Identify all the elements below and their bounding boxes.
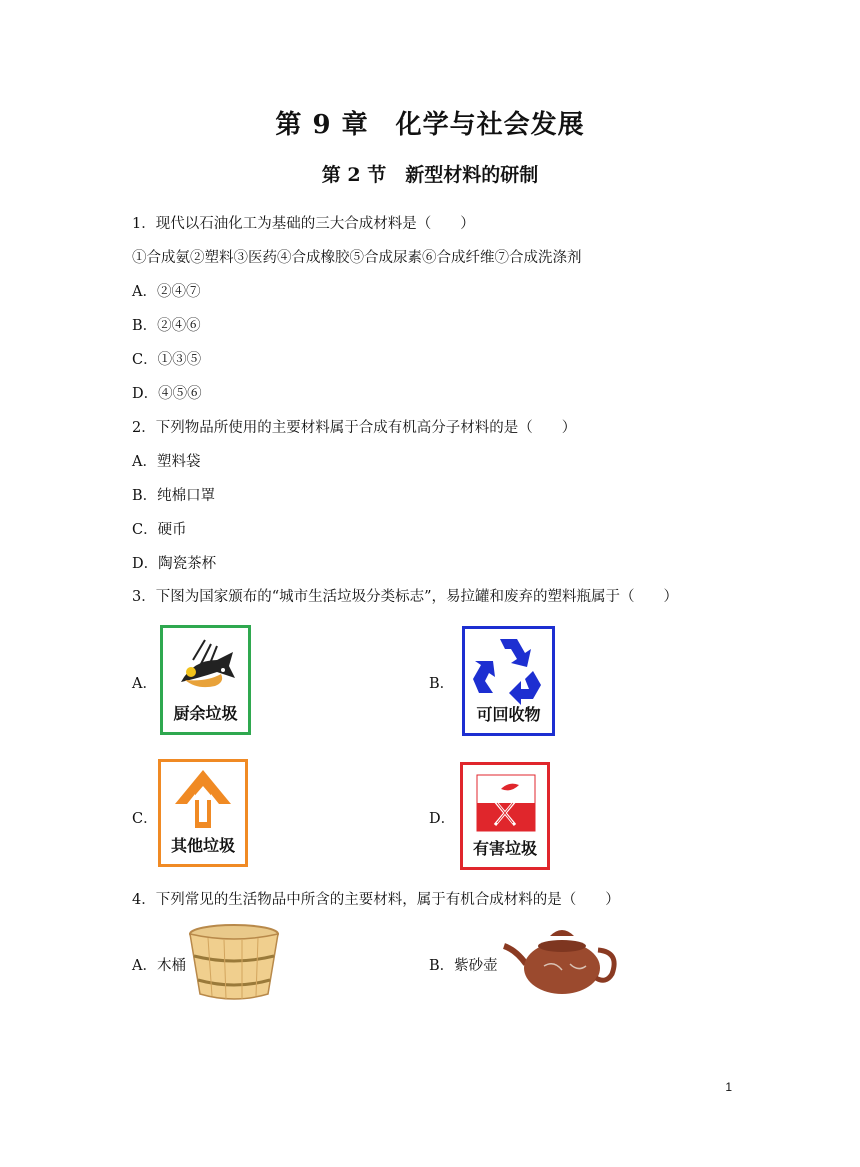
sign-text-kitchen-waste: 厨余垃圾: [173, 704, 238, 723]
other-waste-sign: [158, 759, 248, 867]
clay-teapot-icon: [500, 920, 622, 998]
question-1-option-c: C．①③⑤: [132, 352, 202, 368]
question-2-option-c: C．硬币: [132, 522, 187, 538]
kitchen-waste-sign: [160, 625, 251, 735]
tree-arrow-icon: [161, 764, 245, 836]
question-2-option-b: B．纯棉口罩: [132, 488, 216, 504]
wooden-bucket-icon: [186, 922, 282, 1002]
recycle-icon: [465, 631, 552, 705]
question-4-stem: 4．下列常见的生活物品中所含的主要材料，属于有机合成材料的是（ ）: [132, 892, 620, 908]
question-4-option-b-label: B．紫砂壶: [429, 958, 498, 974]
question-1-option-b: B．②④⑥: [132, 318, 201, 334]
question-1-stem: 1．现代以石油化工为基础的三大合成材料是（ ）: [132, 216, 475, 232]
hazard-icon: [463, 767, 547, 837]
hazardous-waste-sign: [460, 762, 550, 870]
question-1-items: ①合成氨②塑料③医药④合成橡胶⑤合成尿素⑥合成纤维⑦合成洗涤剂: [132, 250, 582, 266]
chapter-title: 第 9 章 化学与社会发展: [275, 110, 585, 140]
question-3-option-c-label: C．: [132, 811, 158, 827]
question-2-option-d: D．陶瓷茶杯: [132, 556, 217, 572]
question-3-option-b-label: B．: [429, 676, 455, 692]
page-number: 1: [725, 1080, 732, 1094]
question-1-option-a: A．②④⑦: [132, 284, 201, 300]
sign-text-hazardous-waste: 有害垃圾: [472, 839, 537, 858]
question-1-option-d: D．④⑤⑥: [132, 386, 202, 402]
question-2-stem: 2．下列物品所使用的主要材料属于合成有机高分子材料的是（ ）: [132, 420, 577, 436]
question-3-option-a-label: A．: [132, 676, 157, 692]
question-3-option-d-label: D．: [429, 811, 456, 827]
sign-text-other-waste: 其他垃圾: [170, 836, 235, 855]
question-2-option-a: A．塑料袋: [132, 454, 201, 470]
question-4-option-a-label: A．木桶: [132, 958, 186, 974]
fish-bone-icon: [163, 630, 248, 702]
sign-text-recyclable: 可回收物: [476, 705, 541, 724]
question-3-stem: 3．下图为国家颁布的“城市生活垃圾分类标志”，易拉罐和废弃的塑料瓶属于（ ）: [132, 589, 679, 605]
recyclable-sign: [462, 626, 555, 736]
section-title: 第 2 节 新型材料的研制: [321, 164, 539, 186]
